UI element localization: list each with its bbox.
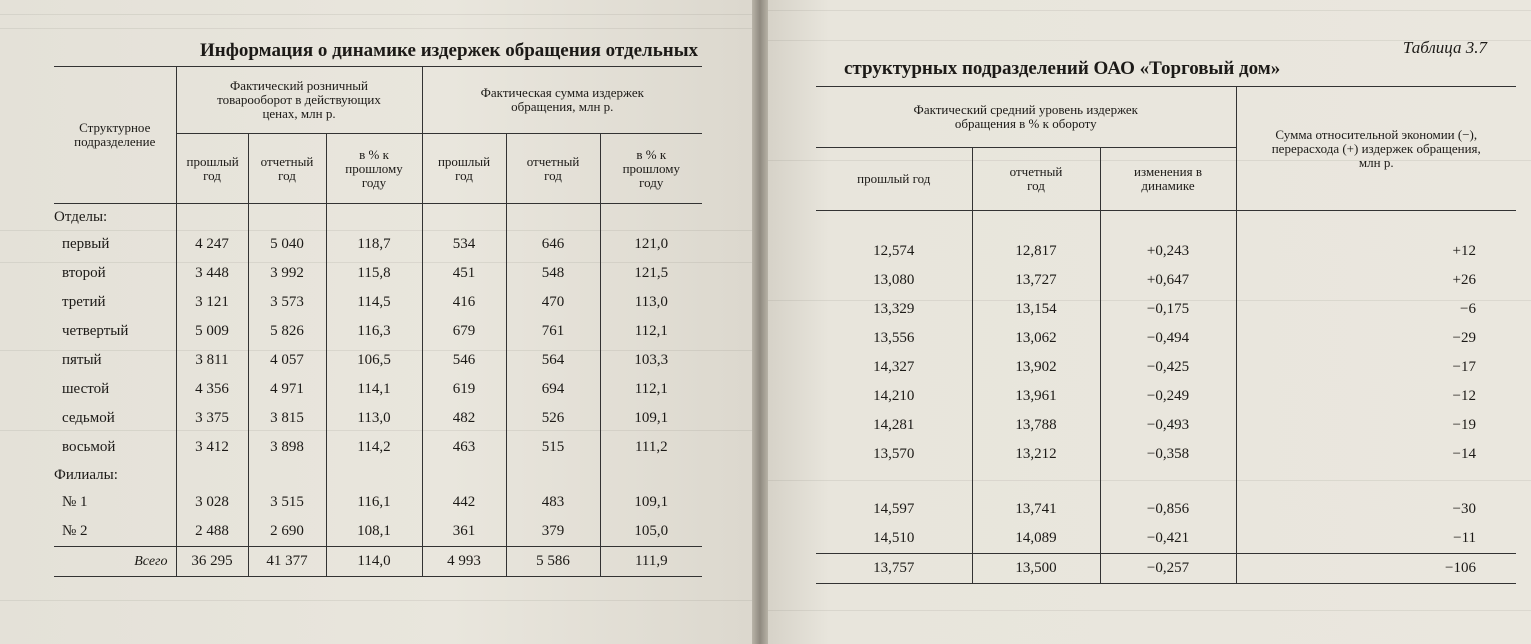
cell-costs-pct: 111,9 bbox=[600, 547, 702, 577]
table-row bbox=[816, 266, 1516, 295]
cell-level-change: −0,249 bbox=[1100, 382, 1236, 411]
header-turnover-curr: отчетный год bbox=[248, 134, 326, 204]
cell-costs-prev: 416 bbox=[422, 288, 506, 317]
cell-costs-prev: 546 bbox=[422, 346, 506, 375]
cell-costs-prev: 534 bbox=[422, 230, 506, 259]
cell-level-change: −0,257 bbox=[1100, 554, 1236, 584]
cell-economy: −19 bbox=[1236, 411, 1516, 440]
cell-costs-pct: 105,0 bbox=[600, 517, 702, 547]
cell-turnover-curr: 4 057 bbox=[248, 346, 326, 375]
cell-level-prev: 13,080 bbox=[873, 272, 915, 288]
cell-costs-curr: 694 bbox=[506, 375, 600, 404]
header-turnover-pct: в % к прошлому году bbox=[326, 134, 422, 204]
cell-level-change: +0,647 bbox=[1100, 266, 1236, 295]
cell-costs-curr: 548 bbox=[506, 259, 600, 288]
cell-economy: −106 bbox=[1236, 554, 1516, 584]
left-table bbox=[54, 66, 702, 577]
cell-turnover-prev: 3 412 bbox=[176, 433, 248, 462]
table-row bbox=[816, 382, 1516, 411]
cell-level-curr: 13,961 bbox=[972, 382, 1100, 411]
cell-level-change: −0,425 bbox=[1100, 353, 1236, 382]
cell-turnover-curr: 41 377 bbox=[248, 547, 326, 577]
cell-turnover-pct: 116,1 bbox=[326, 488, 422, 517]
table-number: Таблица 3.7 bbox=[1402, 38, 1487, 57]
cell-economy: −11 bbox=[1236, 524, 1516, 554]
header-costs-group: Фактическая сумма издержек обращения, млн р. bbox=[422, 67, 702, 134]
header-costs-curr: отчетный год bbox=[506, 134, 600, 204]
cell-turnover-pct: 114,0 bbox=[326, 547, 422, 577]
cell-level-curr: 13,741 bbox=[972, 495, 1100, 524]
total-row bbox=[816, 554, 1516, 584]
cell-turnover-prev: 3 121 bbox=[176, 288, 248, 317]
cell-costs-pct: 103,3 bbox=[600, 346, 702, 375]
cell-costs-pct: 109,1 bbox=[600, 488, 702, 517]
table-row bbox=[816, 353, 1516, 382]
cell-costs-pct: 112,1 bbox=[600, 375, 702, 404]
cell-turnover-prev: 3 448 bbox=[176, 259, 248, 288]
cell-costs-pct: 109,1 bbox=[600, 404, 702, 433]
header-costs-pct: в % к прошлому году bbox=[600, 134, 702, 204]
row-name: первый bbox=[62, 236, 110, 252]
row-name: № 2 bbox=[62, 523, 88, 539]
header-level-group: Фактический средний уровень издержек обращения в % к обороту bbox=[816, 87, 1236, 148]
row-name: седьмой bbox=[62, 410, 115, 426]
table-row bbox=[54, 433, 702, 462]
cell-costs-pct: 111,2 bbox=[600, 433, 702, 462]
cell-turnover-prev: 36 295 bbox=[176, 547, 248, 577]
cell-economy: −14 bbox=[1236, 440, 1516, 469]
row-name: пятый bbox=[62, 352, 102, 368]
cell-costs-prev: 442 bbox=[422, 488, 506, 517]
cell-level-prev: 12,574 bbox=[873, 243, 915, 259]
table-title-right: структурных подразделений ОАО «Торговый дом» bbox=[844, 58, 1281, 79]
cell-turnover-prev: 5 009 bbox=[176, 317, 248, 346]
cell-costs-curr: 379 bbox=[506, 517, 600, 547]
cell-turnover-curr: 3 573 bbox=[248, 288, 326, 317]
header-turnover-group: Фактический розничный товарооборот в действующих ценах, млн р. bbox=[176, 67, 422, 134]
cell-turnover-curr: 5 826 bbox=[248, 317, 326, 346]
row-name: четвертый bbox=[62, 323, 129, 339]
total-row bbox=[54, 547, 702, 577]
cell-turnover-pct: 114,1 bbox=[326, 375, 422, 404]
cell-level-prev: 13,570 bbox=[873, 446, 915, 462]
table-row bbox=[54, 404, 702, 433]
cell-costs-pct: 121,5 bbox=[600, 259, 702, 288]
cell-turnover-pct: 114,5 bbox=[326, 288, 422, 317]
table-row bbox=[816, 440, 1516, 469]
cell-turnover-prev: 4 247 bbox=[176, 230, 248, 259]
cell-level-curr: 13,154 bbox=[972, 295, 1100, 324]
cell-turnover-pct: 114,2 bbox=[326, 433, 422, 462]
cell-level-prev: 14,327 bbox=[873, 359, 915, 375]
right-page bbox=[768, 0, 1531, 644]
cell-costs-pct: 112,1 bbox=[600, 317, 702, 346]
cell-level-prev: 14,210 bbox=[873, 388, 915, 404]
cell-economy: −30 bbox=[1236, 495, 1516, 524]
cell-economy: −6 bbox=[1236, 295, 1516, 324]
cell-level-prev: 14,510 bbox=[873, 530, 915, 546]
cell-turnover-prev: 4 356 bbox=[176, 375, 248, 404]
cell-level-change: −0,856 bbox=[1100, 495, 1236, 524]
cell-level-prev: 14,597 bbox=[873, 501, 915, 517]
cell-level-prev: 14,281 bbox=[873, 417, 915, 433]
cell-costs-prev: 451 bbox=[422, 259, 506, 288]
table-row bbox=[54, 259, 702, 288]
cell-costs-prev: 361 bbox=[422, 517, 506, 547]
row-name: шестой bbox=[62, 381, 110, 397]
cell-level-prev: 13,757 bbox=[873, 560, 915, 576]
cell-turnover-pct: 118,7 bbox=[326, 230, 422, 259]
cell-costs-prev: 482 bbox=[422, 404, 506, 433]
header-economy: Сумма относительной экономии (−), перерасхода (+) издержек обращения, млн р. bbox=[1236, 87, 1516, 211]
table-row bbox=[54, 346, 702, 375]
cell-costs-prev: 463 bbox=[422, 433, 506, 462]
row-name: третий bbox=[62, 294, 106, 310]
cell-level-change: +0,243 bbox=[1100, 237, 1236, 266]
table-title-left: Информация о динамике издержек обращения отдельных bbox=[200, 40, 699, 61]
cell-turnover-curr: 3 815 bbox=[248, 404, 326, 433]
cell-turnover-curr: 3 898 bbox=[248, 433, 326, 462]
cell-level-change: −0,175 bbox=[1100, 295, 1236, 324]
group-label-branches: Филиалы: bbox=[54, 466, 118, 483]
cell-costs-curr: 761 bbox=[506, 317, 600, 346]
cell-level-curr: 13,500 bbox=[972, 554, 1100, 584]
cell-turnover-pct: 115,8 bbox=[326, 259, 422, 288]
cell-economy: +26 bbox=[1236, 266, 1516, 295]
cell-costs-pct: 113,0 bbox=[600, 288, 702, 317]
cell-costs-curr: 483 bbox=[506, 488, 600, 517]
header-subdivision: Структурное подразделение bbox=[74, 120, 156, 149]
cell-costs-prev: 4 993 bbox=[422, 547, 506, 577]
total-label: Всего bbox=[134, 553, 168, 569]
row-name: восьмой bbox=[62, 439, 116, 455]
cell-level-curr: 14,089 bbox=[972, 524, 1100, 554]
cell-turnover-pct: 116,3 bbox=[326, 317, 422, 346]
table-row bbox=[816, 495, 1516, 524]
right-table bbox=[816, 86, 1516, 584]
cell-level-change: −0,421 bbox=[1100, 524, 1236, 554]
cell-level-curr: 13,902 bbox=[972, 353, 1100, 382]
header-level-prev: прошлый год bbox=[857, 171, 931, 186]
cell-level-curr: 12,817 bbox=[972, 237, 1100, 266]
header-level-curr: отчетный год bbox=[972, 148, 1100, 211]
table-row bbox=[54, 517, 702, 547]
cell-costs-curr: 5 586 bbox=[506, 547, 600, 577]
book-gutter bbox=[752, 0, 768, 644]
row-name: второй bbox=[62, 265, 106, 281]
cell-turnover-curr: 4 971 bbox=[248, 375, 326, 404]
cell-turnover-curr: 3 515 bbox=[248, 488, 326, 517]
header-costs-prev: прошлый год bbox=[422, 134, 506, 204]
cell-economy: +12 bbox=[1236, 237, 1516, 266]
cell-economy: −12 bbox=[1236, 382, 1516, 411]
cell-level-curr: 13,788 bbox=[972, 411, 1100, 440]
cell-economy: −17 bbox=[1236, 353, 1516, 382]
cell-level-curr: 13,062 bbox=[972, 324, 1100, 353]
cell-level-prev: 13,556 bbox=[873, 330, 915, 346]
cell-level-change: −0,493 bbox=[1100, 411, 1236, 440]
cell-turnover-prev: 2 488 bbox=[176, 517, 248, 547]
table-row bbox=[54, 488, 702, 517]
cell-turnover-curr: 5 040 bbox=[248, 230, 326, 259]
cell-turnover-curr: 3 992 bbox=[248, 259, 326, 288]
cell-turnover-curr: 2 690 bbox=[248, 517, 326, 547]
row-name: № 1 bbox=[62, 494, 88, 510]
cell-level-prev: 13,329 bbox=[873, 301, 915, 317]
table-row bbox=[54, 230, 702, 259]
table-row bbox=[816, 411, 1516, 440]
header-level-change: изменения в динамике bbox=[1100, 148, 1236, 211]
cell-turnover-pct: 113,0 bbox=[326, 404, 422, 433]
cell-level-change: −0,358 bbox=[1100, 440, 1236, 469]
table-row bbox=[816, 237, 1516, 266]
cell-economy: −29 bbox=[1236, 324, 1516, 353]
cell-level-curr: 13,212 bbox=[972, 440, 1100, 469]
group-label-departments: Отделы: bbox=[54, 208, 108, 225]
table-row bbox=[816, 295, 1516, 324]
table-row bbox=[54, 288, 702, 317]
cell-turnover-prev: 3 375 bbox=[176, 404, 248, 433]
table-row bbox=[54, 375, 702, 404]
cell-costs-curr: 470 bbox=[506, 288, 600, 317]
header-turnover-prev: прошлый год bbox=[176, 134, 248, 204]
cell-level-change: −0,494 bbox=[1100, 324, 1236, 353]
left-page bbox=[0, 0, 752, 644]
table-row bbox=[816, 324, 1516, 353]
cell-costs-curr: 526 bbox=[506, 404, 600, 433]
cell-turnover-pct: 106,5 bbox=[326, 346, 422, 375]
cell-costs-curr: 515 bbox=[506, 433, 600, 462]
cell-costs-curr: 646 bbox=[506, 230, 600, 259]
cell-turnover-prev: 3 811 bbox=[176, 346, 248, 375]
cell-turnover-pct: 108,1 bbox=[326, 517, 422, 547]
table-row bbox=[816, 524, 1516, 554]
table-row bbox=[54, 317, 702, 346]
cell-costs-prev: 619 bbox=[422, 375, 506, 404]
cell-turnover-prev: 3 028 bbox=[176, 488, 248, 517]
cell-costs-pct: 121,0 bbox=[600, 230, 702, 259]
cell-level-curr: 13,727 bbox=[972, 266, 1100, 295]
cell-costs-curr: 564 bbox=[506, 346, 600, 375]
cell-costs-prev: 679 bbox=[422, 317, 506, 346]
